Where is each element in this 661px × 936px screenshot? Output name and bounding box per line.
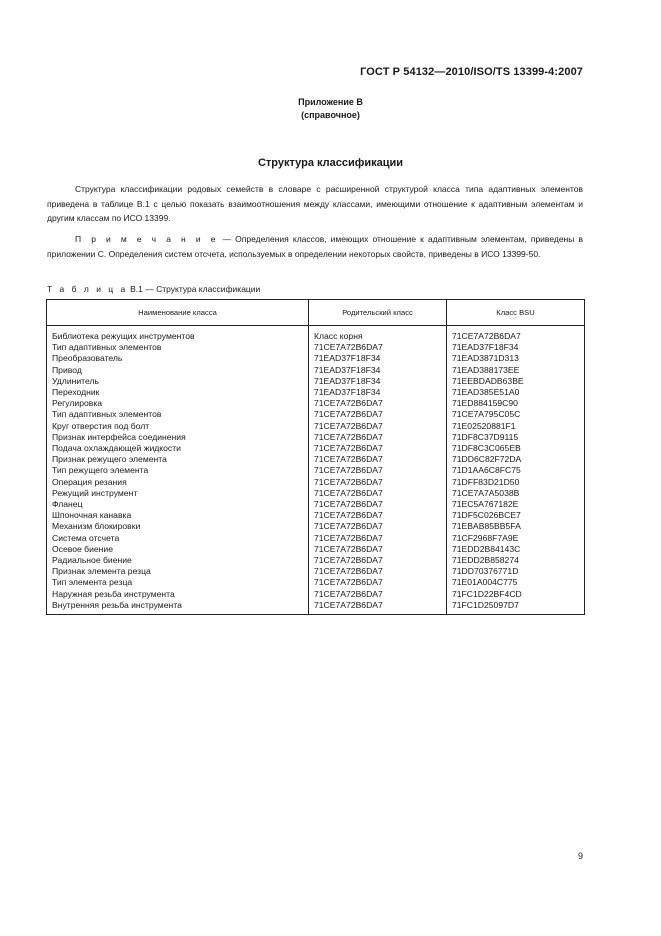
cell-parent-class: 71CE7A72B6DA7 (309, 533, 447, 544)
header-bsu-class: Класс BSU (447, 300, 585, 326)
cell-parent-class: Класс корня (309, 331, 447, 342)
cell-parent-class: 71CE7A72B6DA7 (309, 488, 447, 499)
table-row (47, 533, 585, 544)
cell-class-name: Признак интерфейса соединения (47, 432, 309, 443)
cell-class-name: Тип режущего элемента (47, 465, 309, 476)
cell-class-name: Удлинитель (47, 376, 309, 387)
cell-bsu-class: 71EAD388173EE (447, 365, 585, 376)
cell-parent-class: 71CE7A72B6DA7 (309, 566, 447, 577)
table-row (47, 555, 585, 566)
cell-parent-class: 71CE7A72B6DA7 (309, 342, 447, 353)
table-row (47, 421, 585, 432)
cell-bsu-class: 71CE7A795C05C (447, 409, 585, 420)
cell-bsu-class: 71EAD3871D313 (447, 353, 585, 364)
table-caption-label: Т а б л и ц а (47, 284, 128, 294)
cell-parent-class: 71CE7A72B6DA7 (309, 544, 447, 555)
section-title: Структура классификации (257, 157, 404, 169)
annex-title: Приложение В (298, 97, 363, 107)
table-row (47, 398, 585, 409)
cell-bsu-class: 71CE7A7A5038B (447, 488, 585, 499)
cell-bsu-class: 71CE7A72B6DA7 (447, 331, 585, 342)
page-number: 9 (577, 851, 583, 861)
table-row (47, 432, 585, 443)
cell-bsu-class: 71EDD2B858274 (447, 555, 585, 566)
table-row (47, 365, 585, 376)
cell-bsu-class: 71DF8C3C065EB (447, 443, 585, 454)
header-parent-class: Родительский класс (309, 300, 447, 326)
table-row (47, 376, 585, 387)
table-row (47, 342, 585, 353)
cell-parent-class: 71CE7A72B6DA7 (309, 432, 447, 443)
cell-parent-class: 71CE7A72B6DA7 (309, 443, 447, 454)
cell-class-name: Радиальное биение (47, 555, 309, 566)
cell-class-name: Тип адаптивных элементов (47, 409, 309, 420)
cell-parent-class: 71CE7A72B6DA7 (309, 398, 447, 409)
table-row (47, 521, 585, 532)
table-header-row (47, 300, 585, 326)
cell-bsu-class: 71DFF83D21D50 (447, 477, 585, 488)
table-caption (47, 284, 260, 294)
cell-class-name: Наружная резьба инструмента (47, 589, 309, 600)
cell-parent-class: 71CE7A72B6DA7 (309, 409, 447, 420)
cell-bsu-class: 71EC5A767182E (447, 499, 585, 510)
cell-bsu-class: 71EAD37F18F34 (447, 342, 585, 353)
annex-heading (0, 96, 661, 122)
cell-parent-class: 71CE7A72B6DA7 (309, 555, 447, 566)
cell-class-name: Тип адаптивных элементов (47, 342, 309, 353)
table-row (47, 409, 585, 420)
cell-bsu-class: 71DF8C37D9115 (447, 432, 585, 443)
cell-bsu-class: 71EAD385E51A0 (447, 387, 585, 398)
note-text: — Определения классов, имеющих отношение к адаптивным элементам, приведены в приложении С. Определения систем отсчета, используемых в определении некоторых свойств, приведены в ИСО 13399-50. (47, 234, 583, 259)
cell-parent-class: 71CE7A72B6DA7 (309, 577, 447, 588)
cell-bsu-class: 71EEBDADB63BE (447, 376, 585, 387)
cell-parent-class: 71CE7A72B6DA7 (309, 600, 447, 615)
note-label: П р и м е ч а н и е (75, 234, 219, 244)
cell-bsu-class: 71DD70376771D (447, 566, 585, 577)
table-caption-text: В.1 — Структура классификации (130, 284, 261, 294)
cell-bsu-class: 71EDD2B84143C (447, 544, 585, 555)
cell-bsu-class: 71E02520881F1 (447, 421, 585, 432)
table-row (47, 387, 585, 398)
header-class-name: Наименование класса (47, 300, 309, 326)
annex-note: (справочное) (301, 110, 360, 120)
cell-bsu-class: 71FC1D22BF4CD (447, 589, 585, 600)
cell-class-name: Система отсчета (47, 533, 309, 544)
cell-parent-class: 71CE7A72B6DA7 (309, 454, 447, 465)
cell-class-name: Признак элемента резца (47, 566, 309, 577)
cell-class-name: Тип элемента резца (47, 577, 309, 588)
cell-class-name: Операция резания (47, 477, 309, 488)
note-paragraph (47, 232, 583, 261)
table-row (47, 499, 585, 510)
table-row (47, 353, 585, 364)
cell-parent-class: 71CE7A72B6DA7 (309, 521, 447, 532)
table-row (47, 544, 585, 555)
cell-class-name: Привод (47, 365, 309, 376)
intro-paragraph: Структура классификации родовых семейств в словаре с расширенной структурой класса типа адаптивных элементов приведена в таблице В.1 с целью показать взаимоотношения между классами, имеющими отношение к адаптивным элементам и другим классам по ИСО 13399. (47, 184, 583, 223)
cell-bsu-class: 71D1AA6C8FC75 (447, 465, 585, 476)
cell-class-name: Механизм блокировки (47, 521, 309, 532)
table-row (47, 465, 585, 476)
table-row (47, 600, 585, 615)
cell-parent-class: 71CE7A72B6DA7 (309, 499, 447, 510)
cell-class-name: Режущий инструмент (47, 488, 309, 499)
cell-bsu-class: 71DD6C82F72DA (447, 454, 585, 465)
cell-class-name: Библиотека режущих инструментов (47, 331, 309, 342)
table-row (47, 488, 585, 499)
cell-bsu-class: 71E01A004C775 (447, 577, 585, 588)
cell-class-name: Признак режущего элемента (47, 454, 309, 465)
cell-bsu-class: 71DF5C026BCE7 (447, 510, 585, 521)
cell-parent-class: 71EAD37F18F34 (309, 387, 447, 398)
table-row (47, 331, 585, 342)
cell-class-name: Фланец (47, 499, 309, 510)
table-row (47, 443, 585, 454)
cell-parent-class: 71CE7A72B6DA7 (309, 510, 447, 521)
cell-class-name: Круг отверстия под болт (47, 421, 309, 432)
cell-class-name: Осевое биение (47, 544, 309, 555)
standard-designation: ГОСТ Р 54132—2010/ISO/TS 13399-4:2007 (360, 66, 583, 78)
cell-class-name: Регулировка (47, 398, 309, 409)
cell-class-name: Переходник (47, 387, 309, 398)
table-row (47, 454, 585, 465)
cell-parent-class: 71CE7A72B6DA7 (309, 477, 447, 488)
table-row (47, 589, 585, 600)
cell-parent-class: 71CE7A72B6DA7 (309, 465, 447, 476)
cell-bsu-class: 71CF2968F7A9E (447, 533, 585, 544)
cell-bsu-class: 71ED884159C90 (447, 398, 585, 409)
cell-parent-class: 71EAD37F18F34 (309, 365, 447, 376)
cell-class-name: Подача охлаждающей жидкости (47, 443, 309, 454)
classification-table (46, 299, 585, 615)
table-row (47, 577, 585, 588)
cell-bsu-class: 71FC1D25097D7 (447, 600, 585, 615)
cell-bsu-class: 71EBAB85BB5FA (447, 521, 585, 532)
cell-parent-class: 71EAD37F18F34 (309, 353, 447, 364)
table-row (47, 510, 585, 521)
cell-parent-class: 71EAD37F18F34 (309, 376, 447, 387)
cell-parent-class: 71CE7A72B6DA7 (309, 589, 447, 600)
cell-parent-class: 71CE7A72B6DA7 (309, 421, 447, 432)
cell-class-name: Преобразователь (47, 353, 309, 364)
cell-class-name: Шпоночная канавка (47, 510, 309, 521)
cell-class-name: Внутренняя резьба инструмента (47, 600, 309, 615)
table-row (47, 566, 585, 577)
table-row (47, 477, 585, 488)
